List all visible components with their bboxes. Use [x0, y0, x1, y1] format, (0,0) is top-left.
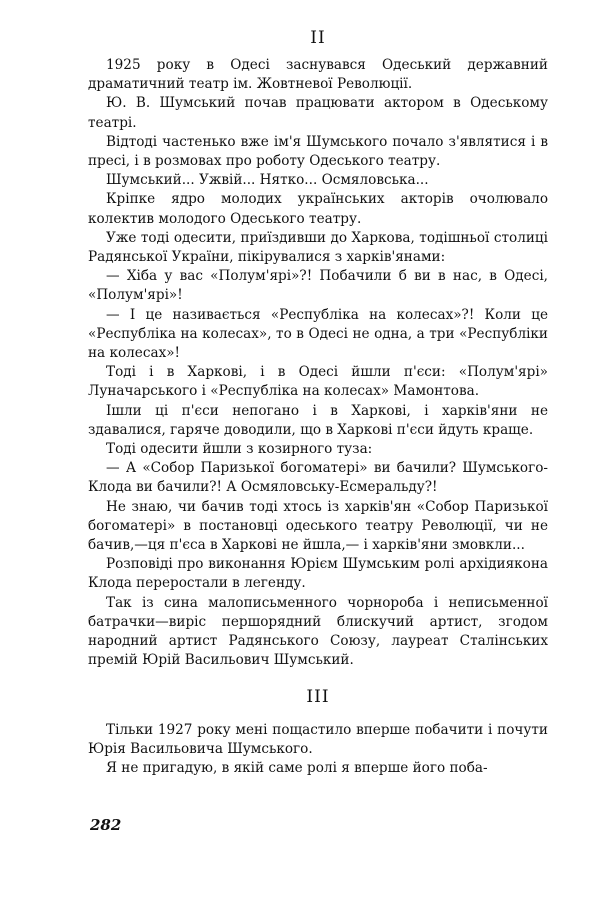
paragraph: Уже тоді одесити, приїздивши до Харкова, тодішньої столиці Радянської України, пікірувалися з харків'янами:: [88, 229, 548, 266]
paragraph: Ю. В. Шумський почав працювати актором в Одеському театрі.: [88, 95, 548, 131]
dialogue-line: — І це називається «Республіка на колесах»?! Коли це «Республіка на колесах», то в Одесі не одна, а три «Республіки на колесах»!: [88, 306, 548, 362]
section-heading-iii: III: [306, 686, 330, 707]
paragraph: Кріпке ядро молодих українських акторів очолювало колектив молодого Одеського театру.: [88, 191, 548, 227]
paragraph: Шумський... Ужвій... Нятко... Осмяловська...: [106, 172, 429, 189]
paragraph: Не знаю, чи бачив тоді хтось із харків'ян «Собор Паризької богоматері» в постановці одеського театру Революції, чи не бачив,—ця п'єса в Харкові не йшла,— і харків'яни змовкли...: [88, 498, 548, 554]
page-number: 282: [90, 816, 122, 834]
paragraph: Так із сина малописьменного чорнороба і неписьменної батрачки—виріс першорядний блискучий артист, згодом народний артист Радянського Союзу, лауреат Сталінських премій Юрій Васильович Шумський.: [88, 594, 548, 669]
paragraph: Тільки 1927 року мені пощастило вперше побачити і почути Юрія Васильовича Шумського.: [88, 721, 548, 757]
paragraph: Розповіді про виконання Юрієм Шумським ролі архідиякона Клода переростали в легенду.: [88, 556, 548, 592]
paragraph: Я не пригадую, в якій саме ролі я вперше його поба-: [106, 759, 488, 776]
paragraph: Тоді одесити йшли з козирного туза:: [106, 441, 373, 458]
paragraph: Відтоді частенько вже ім'я Шумського почало з'являтися і в пресі, і в розмовах про роботу Одеського театру.: [88, 133, 548, 170]
section-heading-ii: II: [310, 28, 326, 48]
dialogue-line: — А «Собор Паризької богоматері» ви бачили? Шумського-Клода ви бачили?! А Осмяловську-Есмеральду?!: [88, 460, 548, 496]
book-page: [88, 28, 548, 778]
paragraph: Тоді і в Харкові, і в Одесі йшли п'єси: «Полум'ярі» Луначарського і «Республіка на колесах» Мамонтова.: [88, 364, 548, 400]
dialogue-line: — Хіба у вас «Полум'ярі»?! Побачили б ви в нас, в Одесі, «Полум'ярі»!: [88, 268, 548, 304]
paragraph: 1925 року в Одесі заснувався Одеський державний драматичний театр ім. Жовтневої Революції.: [88, 57, 548, 93]
paragraph: Ішли ці п'єси непогано і в Харкові, і харків'яни не здавалися, гаряче доводили, що в Харкові п'єси йдуть краще.: [88, 402, 548, 438]
